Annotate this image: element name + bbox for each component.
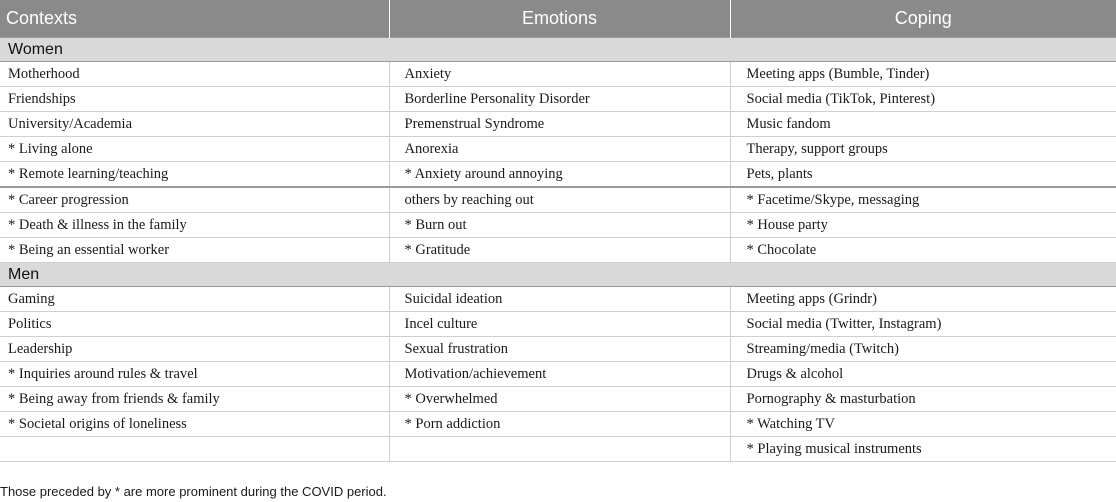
table-row [0,412,1116,437]
table-cell [0,437,389,462]
table-cell: * Porn addiction [389,412,730,437]
table-cell: Premenstrual Syndrome [389,112,730,137]
table-cell: Motherhood [0,62,389,87]
table-cell: Friendships [0,87,389,112]
table-cell: * Societal origins of loneliness [0,412,389,437]
table-row [0,112,1116,137]
table-row [0,387,1116,412]
header-emotions: Emotions [389,0,730,38]
table-row [0,87,1116,112]
table-row [0,337,1116,362]
table-cell: * Inquiries around rules & travel [0,362,389,387]
table-cell: Therapy, support groups [730,137,1116,162]
table-cell: * Being away from friends & family [0,387,389,412]
table-cell: Meeting apps (Bumble, Tinder) [730,62,1116,87]
table-cell: * House party [730,213,1116,238]
section-row-men [0,263,1116,287]
section-title: Women [0,38,1116,62]
table-cell: Incel culture [389,312,730,337]
table-row [0,362,1116,387]
table-cell: Gaming [0,287,389,312]
header-coping: Coping [730,0,1116,38]
table-cell: others by reaching out [389,187,730,213]
table-cell: * Facetime/Skype, messaging [730,187,1116,213]
section-row-women [0,38,1116,62]
table-cell: * Watching TV [730,412,1116,437]
table-cell: Suicidal ideation [389,287,730,312]
table-row [0,312,1116,337]
table-cell: Motivation/achievement [389,362,730,387]
table-row [0,137,1116,162]
table-cell: * Living alone [0,137,389,162]
header-contexts: Contexts [0,0,389,38]
table-cell: Sexual frustration [389,337,730,362]
table-cell: Anxiety [389,62,730,87]
table-cell: * Remote learning/teaching [0,162,389,188]
table-cell: Meeting apps (Grindr) [730,287,1116,312]
table-cell: Politics [0,312,389,337]
header-row [0,0,1116,38]
table-cell: Music fandom [730,112,1116,137]
table-cell: Leadership [0,337,389,362]
table-cell: * Burn out [389,213,730,238]
table-footnote: Those preceded by * are more prominent during the COVID period. [0,484,387,499]
table-cell: Social media (Twitter, Instagram) [730,312,1116,337]
table-cell: * Being an essential worker [0,238,389,263]
table-cell: Drugs & alcohol [730,362,1116,387]
table-row [0,162,1116,188]
table-cell: * Overwhelmed [389,387,730,412]
table-cell: Pets, plants [730,162,1116,188]
table-cell: Streaming/media (Twitch) [730,337,1116,362]
table-cell: Borderline Personality Disorder [389,87,730,112]
table-cell: * Playing musical instruments [730,437,1116,462]
table-row [0,187,1116,213]
table-row [0,213,1116,238]
table-cell: * Gratitude [389,238,730,263]
table-row [0,437,1116,462]
table-row [0,287,1116,312]
table-row [0,62,1116,87]
table-cell: Pornography & masturbation [730,387,1116,412]
table-cell [389,437,730,462]
section-title: Men [0,263,1116,287]
table-cell: University/Academia [0,112,389,137]
table-row [0,238,1116,263]
table-cell: * Chocolate [730,238,1116,263]
table-cell: * Death & illness in the family [0,213,389,238]
table-cell: Anorexia [389,137,730,162]
table-cell: * Anxiety around annoying [389,162,730,188]
table-cell: Social media (TikTok, Pinterest) [730,87,1116,112]
table-cell: * Career progression [0,187,389,213]
